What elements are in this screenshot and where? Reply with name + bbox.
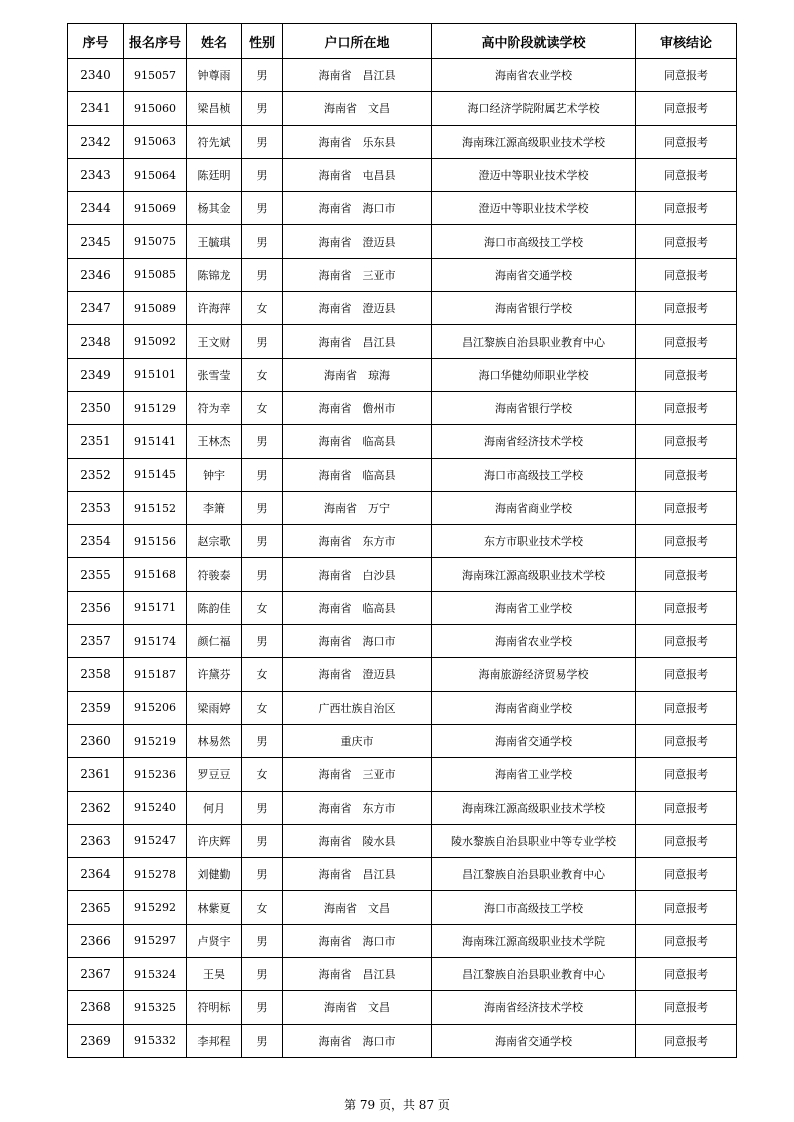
name-cell: 许庆辉 — [187, 824, 242, 857]
seq-cell: 2356 — [68, 591, 124, 624]
result-cell: 同意报考 — [636, 758, 737, 791]
gender-cell: 男 — [242, 491, 283, 524]
header-result: 审核结论 — [636, 24, 737, 59]
hukou-cell: 海南省 东方市 — [283, 791, 432, 824]
school-cell: 海南省经济技术学校 — [432, 991, 636, 1024]
name-cell: 符骏泰 — [187, 558, 242, 591]
school-cell: 东方市职业技术学校 — [432, 525, 636, 558]
seq-cell: 2343 — [68, 158, 124, 191]
school-cell: 海南省交通学校 — [432, 258, 636, 291]
table-row — [68, 591, 737, 624]
hukou-cell: 重庆市 — [283, 724, 432, 757]
table-row — [68, 425, 737, 458]
name-cell: 符明标 — [187, 991, 242, 1024]
table-row — [68, 858, 737, 891]
table-row — [68, 625, 737, 658]
table-row — [68, 724, 737, 757]
table-row — [68, 125, 737, 158]
gender-cell: 女 — [242, 691, 283, 724]
seq-cell: 2365 — [68, 891, 124, 924]
gender-cell: 男 — [242, 59, 283, 92]
reg-no-cell: 915064 — [124, 158, 187, 191]
table-row — [68, 758, 737, 791]
reg-no-cell: 915297 — [124, 924, 187, 957]
gender-cell: 男 — [242, 258, 283, 291]
result-cell: 同意报考 — [636, 491, 737, 524]
gender-cell: 女 — [242, 658, 283, 691]
gender-cell: 女 — [242, 758, 283, 791]
hukou-cell: 海南省 琼海 — [283, 358, 432, 391]
seq-cell: 2345 — [68, 225, 124, 258]
reg-no-cell: 915063 — [124, 125, 187, 158]
gender-cell: 男 — [242, 958, 283, 991]
table-row — [68, 491, 737, 524]
hukou-cell: 海南省 海口市 — [283, 924, 432, 957]
result-cell: 同意报考 — [636, 325, 737, 358]
result-cell: 同意报考 — [636, 724, 737, 757]
table-row — [68, 192, 737, 225]
gender-cell: 男 — [242, 158, 283, 191]
name-cell: 张雪莹 — [187, 358, 242, 391]
reg-no-cell: 915325 — [124, 991, 187, 1024]
table-row — [68, 225, 737, 258]
school-cell: 海口经济学院附属艺术学校 — [432, 92, 636, 125]
result-cell: 同意报考 — [636, 292, 737, 325]
school-cell: 陵水黎族自治县职业中等专业学校 — [432, 824, 636, 857]
table-row — [68, 391, 737, 424]
seq-cell: 2353 — [68, 491, 124, 524]
name-cell: 王文财 — [187, 325, 242, 358]
hukou-cell: 海南省 昌江县 — [283, 59, 432, 92]
seq-cell: 2354 — [68, 525, 124, 558]
seq-cell: 2359 — [68, 691, 124, 724]
gender-cell: 男 — [242, 425, 283, 458]
hukou-cell: 海南省 儋州市 — [283, 391, 432, 424]
school-cell: 海口市高级技工学校 — [432, 458, 636, 491]
hukou-cell: 海南省 文昌 — [283, 991, 432, 1024]
hukou-cell: 海南省 澄迈县 — [283, 292, 432, 325]
gender-cell: 女 — [242, 591, 283, 624]
gender-cell: 男 — [242, 858, 283, 891]
hukou-cell: 海南省 临高县 — [283, 591, 432, 624]
hukou-cell: 海南省 万宁 — [283, 491, 432, 524]
table-row — [68, 258, 737, 291]
result-cell: 同意报考 — [636, 625, 737, 658]
seq-cell: 2347 — [68, 292, 124, 325]
result-cell: 同意报考 — [636, 158, 737, 191]
reg-no-cell: 915057 — [124, 59, 187, 92]
school-cell: 海南省商业学校 — [432, 691, 636, 724]
gender-cell: 男 — [242, 525, 283, 558]
seq-cell: 2361 — [68, 758, 124, 791]
name-cell: 卢贤宇 — [187, 924, 242, 957]
reg-no-cell: 915152 — [124, 491, 187, 524]
school-cell: 海南省商业学校 — [432, 491, 636, 524]
school-cell: 海南省交通学校 — [432, 724, 636, 757]
name-cell: 王毓琪 — [187, 225, 242, 258]
result-cell: 同意报考 — [636, 991, 737, 1024]
reg-no-cell: 915168 — [124, 558, 187, 591]
reg-no-cell: 915141 — [124, 425, 187, 458]
name-cell: 陈廷明 — [187, 158, 242, 191]
name-cell: 颜仁福 — [187, 625, 242, 658]
reg-no-cell: 915092 — [124, 325, 187, 358]
seq-cell: 2360 — [68, 724, 124, 757]
seq-cell: 2366 — [68, 924, 124, 957]
table-row — [68, 525, 737, 558]
seq-cell: 2348 — [68, 325, 124, 358]
hukou-cell: 海南省 陵水县 — [283, 824, 432, 857]
gender-cell: 男 — [242, 125, 283, 158]
name-cell: 符为幸 — [187, 391, 242, 424]
reg-no-cell: 915247 — [124, 824, 187, 857]
name-cell: 王昊 — [187, 958, 242, 991]
seq-cell: 2357 — [68, 625, 124, 658]
hukou-cell: 海南省 临高县 — [283, 425, 432, 458]
reg-no-cell: 915101 — [124, 358, 187, 391]
header-seq: 序号 — [68, 24, 124, 59]
seq-cell: 2358 — [68, 658, 124, 691]
table-row — [68, 658, 737, 691]
result-cell: 同意报考 — [636, 391, 737, 424]
school-cell: 海南省经济技术学校 — [432, 425, 636, 458]
school-cell: 昌江黎族自治县职业教育中心 — [432, 958, 636, 991]
reg-no-cell: 915219 — [124, 724, 187, 757]
school-cell: 海口市高级技工学校 — [432, 225, 636, 258]
hukou-cell: 海南省 海口市 — [283, 1024, 432, 1057]
reg-no-cell: 915236 — [124, 758, 187, 791]
reg-no-cell: 915069 — [124, 192, 187, 225]
result-cell: 同意报考 — [636, 192, 737, 225]
header-reg-no: 报名序号 — [124, 24, 187, 59]
table-row — [68, 691, 737, 724]
result-cell: 同意报考 — [636, 358, 737, 391]
name-cell: 杨其金 — [187, 192, 242, 225]
table-row — [68, 292, 737, 325]
name-cell: 李箫 — [187, 491, 242, 524]
hukou-cell: 海南省 澄迈县 — [283, 225, 432, 258]
seq-cell: 2363 — [68, 824, 124, 857]
table-row — [68, 558, 737, 591]
school-cell: 海南省银行学校 — [432, 391, 636, 424]
hukou-cell: 海南省 乐东县 — [283, 125, 432, 158]
hukou-cell: 海南省 东方市 — [283, 525, 432, 558]
school-cell: 海南省工业学校 — [432, 591, 636, 624]
name-cell: 罗豆豆 — [187, 758, 242, 791]
hukou-cell: 海南省 海口市 — [283, 625, 432, 658]
result-cell: 同意报考 — [636, 425, 737, 458]
hukou-cell: 海南省 文昌 — [283, 891, 432, 924]
name-cell: 李邦程 — [187, 1024, 242, 1057]
table-header-row — [68, 24, 737, 59]
seq-cell: 2342 — [68, 125, 124, 158]
gender-cell: 男 — [242, 1024, 283, 1057]
gender-cell: 女 — [242, 358, 283, 391]
result-cell: 同意报考 — [636, 924, 737, 957]
hukou-cell: 海南省 昌江县 — [283, 325, 432, 358]
table-body — [68, 59, 737, 1058]
table-row — [68, 924, 737, 957]
table-row — [68, 791, 737, 824]
reg-no-cell: 915240 — [124, 791, 187, 824]
gender-cell: 女 — [242, 391, 283, 424]
reg-no-cell: 915187 — [124, 658, 187, 691]
reg-no-cell: 915075 — [124, 225, 187, 258]
gender-cell: 男 — [242, 924, 283, 957]
school-cell: 海南省交通学校 — [432, 1024, 636, 1057]
reg-no-cell: 915292 — [124, 891, 187, 924]
school-cell: 海南省银行学校 — [432, 292, 636, 325]
school-cell: 海南珠江源高级职业技术学院 — [432, 924, 636, 957]
gender-cell: 男 — [242, 325, 283, 358]
result-cell: 同意报考 — [636, 1024, 737, 1057]
reg-no-cell: 915324 — [124, 958, 187, 991]
name-cell: 王林杰 — [187, 425, 242, 458]
result-cell: 同意报考 — [636, 225, 737, 258]
school-cell: 海南省工业学校 — [432, 758, 636, 791]
hukou-cell: 海南省 临高县 — [283, 458, 432, 491]
table-row — [68, 92, 737, 125]
school-cell: 海南珠江源高级职业技术学校 — [432, 558, 636, 591]
gender-cell: 男 — [242, 192, 283, 225]
table-row — [68, 59, 737, 92]
hukou-cell: 海南省 三亚市 — [283, 758, 432, 791]
name-cell: 赵宗歌 — [187, 525, 242, 558]
seq-cell: 2369 — [68, 1024, 124, 1057]
reg-no-cell: 915278 — [124, 858, 187, 891]
seq-cell: 2352 — [68, 458, 124, 491]
result-cell: 同意报考 — [636, 125, 737, 158]
school-cell: 海口市高级技工学校 — [432, 891, 636, 924]
name-cell: 梁昌桢 — [187, 92, 242, 125]
gender-cell: 女 — [242, 891, 283, 924]
name-cell: 许黛芬 — [187, 658, 242, 691]
gender-cell: 男 — [242, 225, 283, 258]
name-cell: 陈韵佳 — [187, 591, 242, 624]
school-cell: 澄迈中等职业技术学校 — [432, 192, 636, 225]
seq-cell: 2351 — [68, 425, 124, 458]
table-row — [68, 458, 737, 491]
seq-cell: 2340 — [68, 59, 124, 92]
school-cell: 海南省农业学校 — [432, 59, 636, 92]
hukou-cell: 广西壮族自治区 — [283, 691, 432, 724]
school-cell: 昌江黎族自治县职业教育中心 — [432, 325, 636, 358]
applicant-table — [67, 23, 737, 1058]
result-cell: 同意报考 — [636, 591, 737, 624]
result-cell: 同意报考 — [636, 458, 737, 491]
result-cell: 同意报考 — [636, 59, 737, 92]
hukou-cell: 海南省 海口市 — [283, 192, 432, 225]
result-cell: 同意报考 — [636, 858, 737, 891]
seq-cell: 2355 — [68, 558, 124, 591]
name-cell: 林紫夏 — [187, 891, 242, 924]
name-cell: 钟宇 — [187, 458, 242, 491]
name-cell: 符先斌 — [187, 125, 242, 158]
gender-cell: 男 — [242, 724, 283, 757]
result-cell: 同意报考 — [636, 791, 737, 824]
seq-cell: 2346 — [68, 258, 124, 291]
hukou-cell: 海南省 澄迈县 — [283, 658, 432, 691]
reg-no-cell: 915145 — [124, 458, 187, 491]
seq-cell: 2349 — [68, 358, 124, 391]
seq-cell: 2368 — [68, 991, 124, 1024]
school-cell: 海南省农业学校 — [432, 625, 636, 658]
table-row — [68, 1024, 737, 1057]
school-cell: 海口华健幼师职业学校 — [432, 358, 636, 391]
table-row — [68, 958, 737, 991]
name-cell: 梁雨婷 — [187, 691, 242, 724]
name-cell: 刘健勤 — [187, 858, 242, 891]
hukou-cell: 海南省 文昌 — [283, 92, 432, 125]
hukou-cell: 海南省 三亚市 — [283, 258, 432, 291]
gender-cell: 男 — [242, 625, 283, 658]
hukou-cell: 海南省 白沙县 — [283, 558, 432, 591]
hukou-cell: 海南省 屯昌县 — [283, 158, 432, 191]
reg-no-cell: 915089 — [124, 292, 187, 325]
result-cell: 同意报考 — [636, 658, 737, 691]
name-cell: 钟尊雨 — [187, 59, 242, 92]
gender-cell: 男 — [242, 791, 283, 824]
school-cell: 海南旅游经济贸易学校 — [432, 658, 636, 691]
name-cell: 何月 — [187, 791, 242, 824]
reg-no-cell: 915206 — [124, 691, 187, 724]
table-row — [68, 325, 737, 358]
reg-no-cell: 915129 — [124, 391, 187, 424]
gender-cell: 男 — [242, 991, 283, 1024]
table-row — [68, 158, 737, 191]
result-cell: 同意报考 — [636, 92, 737, 125]
hukou-cell: 海南省 昌江县 — [283, 858, 432, 891]
seq-cell: 2364 — [68, 858, 124, 891]
school-cell: 海南珠江源高级职业技术学校 — [432, 125, 636, 158]
reg-no-cell: 915174 — [124, 625, 187, 658]
school-cell: 澄迈中等职业技术学校 — [432, 158, 636, 191]
seq-cell: 2350 — [68, 391, 124, 424]
gender-cell: 男 — [242, 558, 283, 591]
gender-cell: 男 — [242, 824, 283, 857]
header-hukou: 户口所在地 — [283, 24, 432, 59]
table-row — [68, 891, 737, 924]
reg-no-cell: 915060 — [124, 92, 187, 125]
seq-cell: 2367 — [68, 958, 124, 991]
result-cell: 同意报考 — [636, 958, 737, 991]
gender-cell: 女 — [242, 292, 283, 325]
result-cell: 同意报考 — [636, 824, 737, 857]
header-name: 姓名 — [187, 24, 242, 59]
seq-cell: 2344 — [68, 192, 124, 225]
school-cell: 海南珠江源高级职业技术学校 — [432, 791, 636, 824]
name-cell: 许海萍 — [187, 292, 242, 325]
reg-no-cell: 915085 — [124, 258, 187, 291]
reg-no-cell: 915171 — [124, 591, 187, 624]
seq-cell: 2362 — [68, 791, 124, 824]
page-footer: 第 79 页，共 87 页 — [344, 1098, 450, 1112]
table-row — [68, 358, 737, 391]
name-cell: 陈锦龙 — [187, 258, 242, 291]
gender-cell: 男 — [242, 458, 283, 491]
table-row — [68, 991, 737, 1024]
seq-cell: 2341 — [68, 92, 124, 125]
header-school: 高中阶段就读学校 — [432, 24, 636, 59]
result-cell: 同意报考 — [636, 891, 737, 924]
hukou-cell: 海南省 昌江县 — [283, 958, 432, 991]
school-cell: 昌江黎族自治县职业教育中心 — [432, 858, 636, 891]
reg-no-cell: 915332 — [124, 1024, 187, 1057]
result-cell: 同意报考 — [636, 691, 737, 724]
gender-cell: 男 — [242, 92, 283, 125]
result-cell: 同意报考 — [636, 258, 737, 291]
table-row — [68, 824, 737, 857]
result-cell: 同意报考 — [636, 525, 737, 558]
name-cell: 林易然 — [187, 724, 242, 757]
reg-no-cell: 915156 — [124, 525, 187, 558]
result-cell: 同意报考 — [636, 558, 737, 591]
header-gender: 性别 — [242, 24, 283, 59]
